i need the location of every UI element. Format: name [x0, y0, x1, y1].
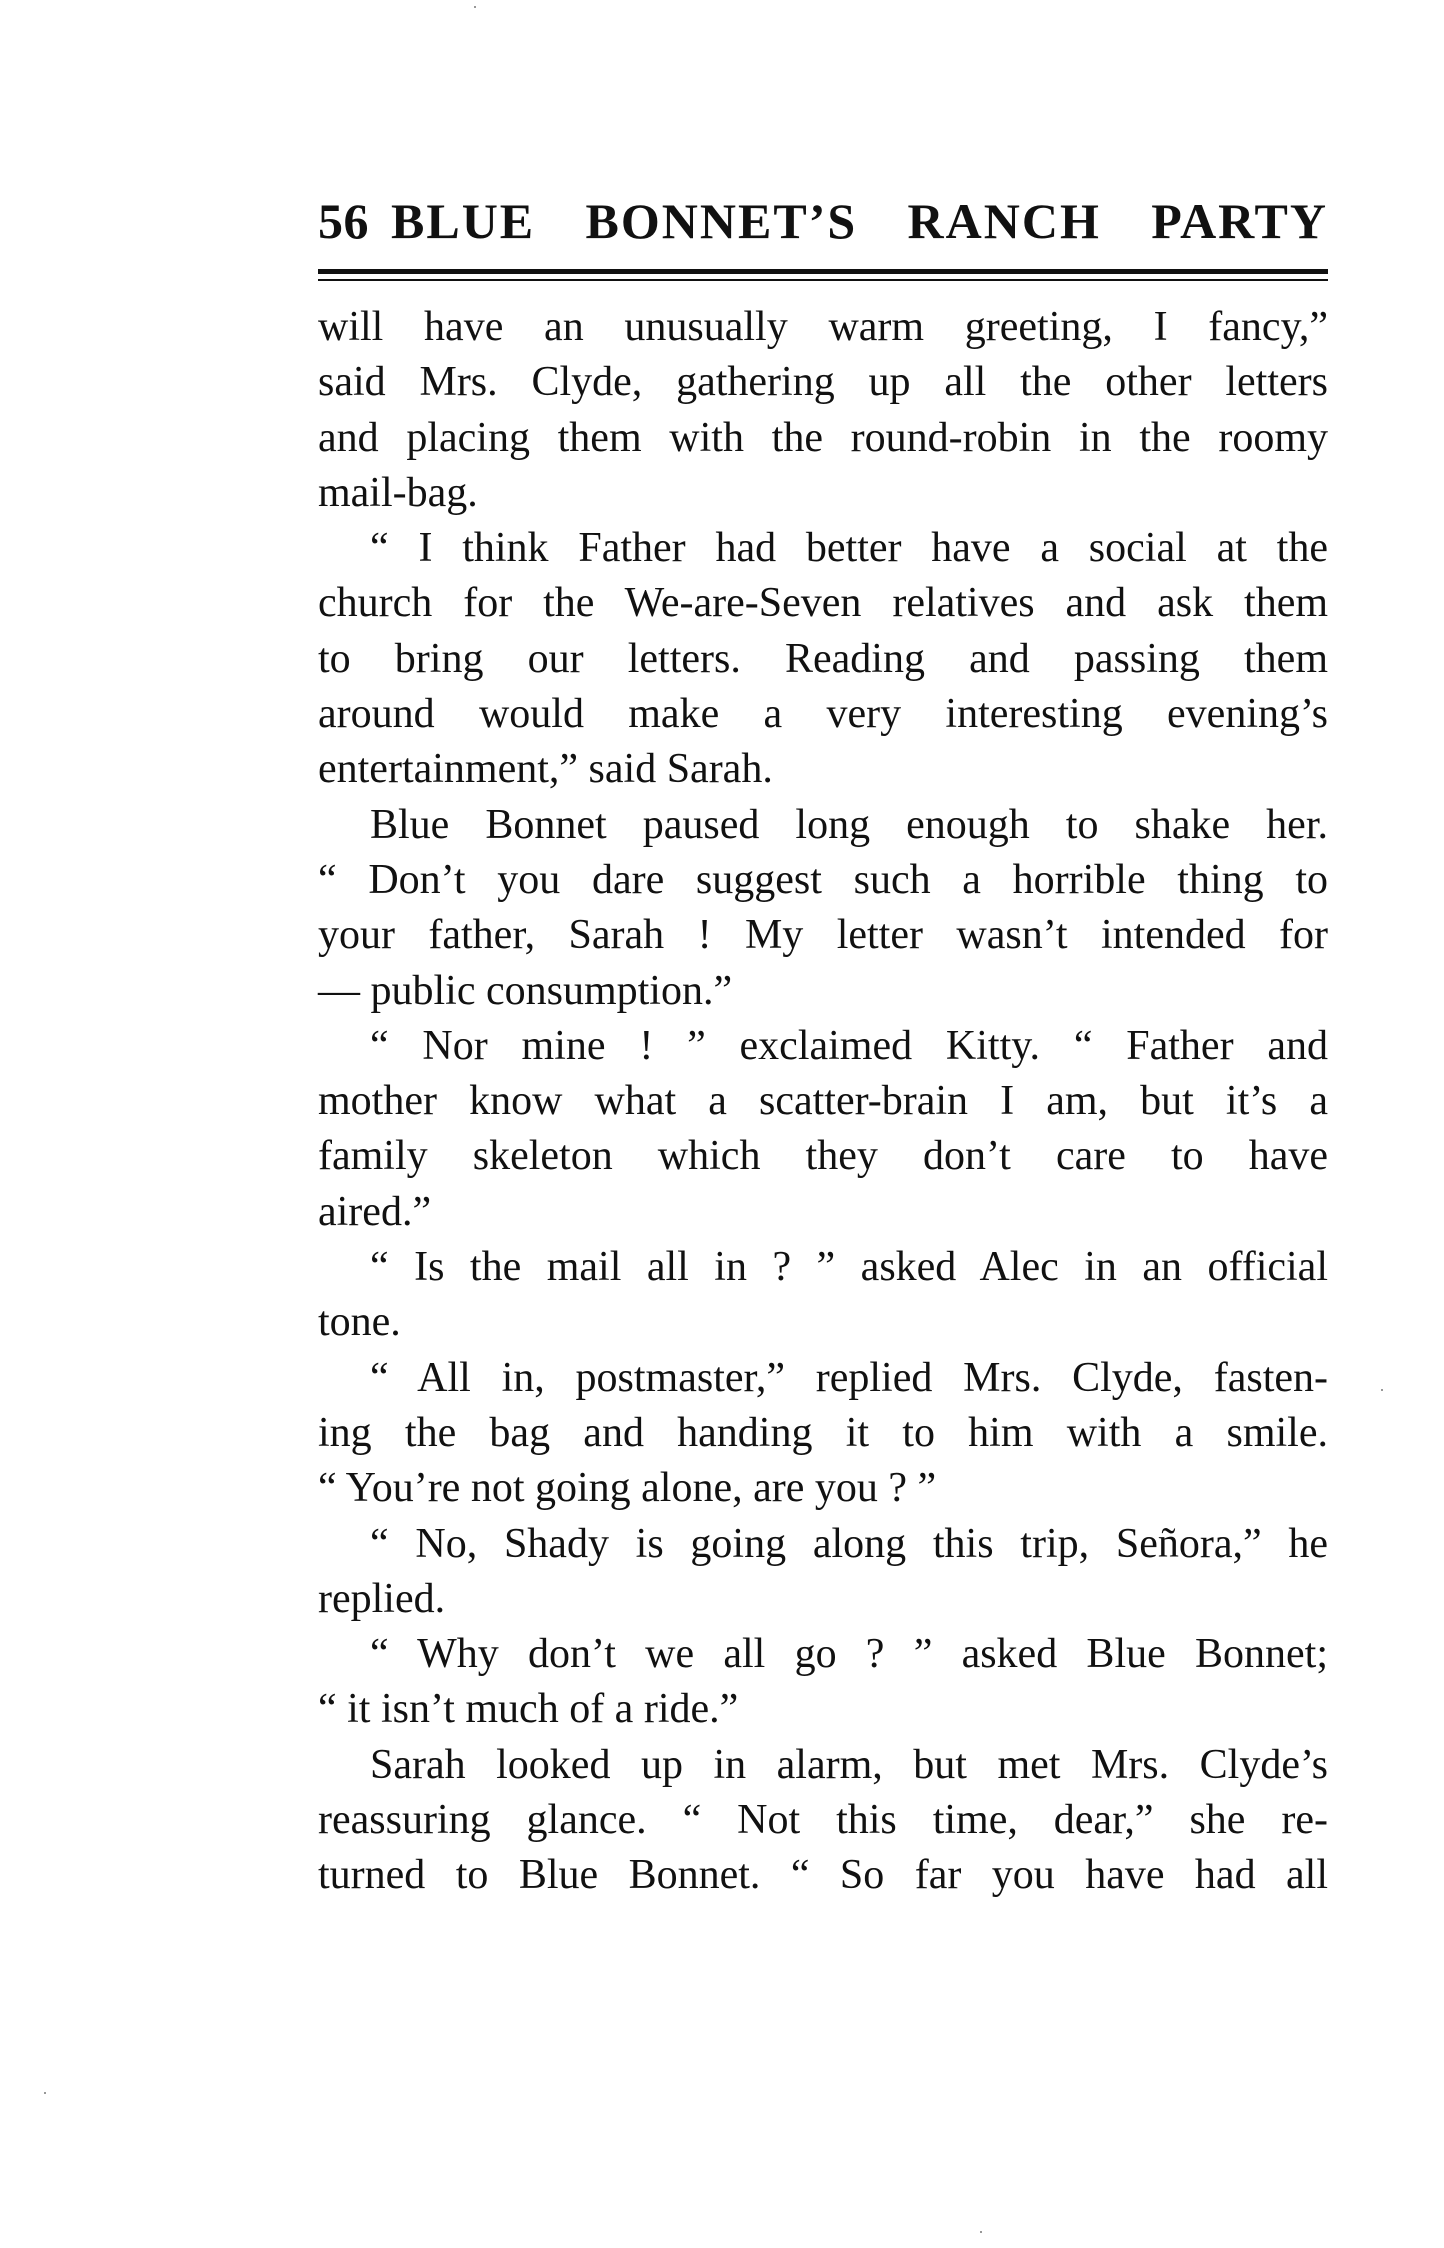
text-line: “ All in, postmaster,” replied Mrs. Clyde, fasten- [370, 1354, 1328, 1401]
text-line: around would make a very interesting evening’s [318, 691, 1328, 738]
running-header [318, 192, 1328, 262]
text-line: family skeleton which they don’t care to have [318, 1133, 1328, 1180]
text-line: replied. [318, 1575, 446, 1622]
text-line: “ Don’t you dare suggest such a horrible thing to [318, 856, 1328, 903]
text-line: reassuring glance. “ Not this time, dear,” she re- [318, 1797, 1328, 1844]
paper-speck [1381, 1389, 1383, 1391]
paper-speck [980, 2231, 982, 2233]
text-line: turned to Blue Bonnet. “ So far you have had all [318, 1852, 1328, 1899]
text-line: ing the bag and handing it to him with a smile. [318, 1409, 1328, 1456]
paper-speck [44, 2092, 46, 2094]
text-line: your father, Sarah ! My letter wasn’t intended for [318, 912, 1328, 959]
text-line: will have an unusually warm greeting, I fancy,” [318, 304, 1328, 350]
text-line: aired.” [318, 1188, 432, 1235]
text-line: “ Why don’t we all go ? ” asked Blue Bonnet; [370, 1631, 1328, 1678]
body-text [318, 300, 1328, 1904]
text-line: and placing them with the round-robin in the roomy [318, 414, 1328, 461]
text-line: mother know what a scatter-brain I am, but it’s a [318, 1078, 1328, 1125]
text-line: Blue Bonnet paused long enough to shake her. [370, 801, 1328, 848]
text-line: “ I think Father had better have a social at the [370, 525, 1328, 572]
text-line: said Mrs. Clyde, gathering up all the other letters [318, 359, 1328, 406]
text-line: tone. [318, 1299, 401, 1346]
text-line: “ You’re not going alone, are you ? ” [318, 1465, 937, 1512]
paper-speck [474, 6, 476, 8]
text-line: “ Nor mine ! ” exclaimed Kitty. “ Father and [370, 1022, 1328, 1069]
text-line: “ it isn’t much of a ride.” [318, 1686, 739, 1733]
text-line: “ No, Shady is going along this trip, Señora,” he [370, 1520, 1328, 1567]
text-line: mail-bag. [318, 469, 478, 516]
page-number: 56 [318, 193, 369, 249]
text-line: — public consumption.” [318, 967, 733, 1014]
header-rule-thin [318, 279, 1328, 281]
header-rule-thick [318, 269, 1328, 274]
text-line: Sarah looked up in alarm, but met Mrs. Clyde’s [370, 1741, 1328, 1788]
text-line: to bring our letters. Reading and passing them [318, 635, 1328, 682]
text-line: entertainment,” said Sarah. [318, 746, 773, 793]
text-line: church for the We-are-Seven relatives and ask them [318, 580, 1328, 627]
text-line: “ Is the mail all in ? ” asked Alec in an official [370, 1244, 1328, 1291]
running-title: BLUE BONNET’S RANCH PARTY [391, 193, 1328, 249]
